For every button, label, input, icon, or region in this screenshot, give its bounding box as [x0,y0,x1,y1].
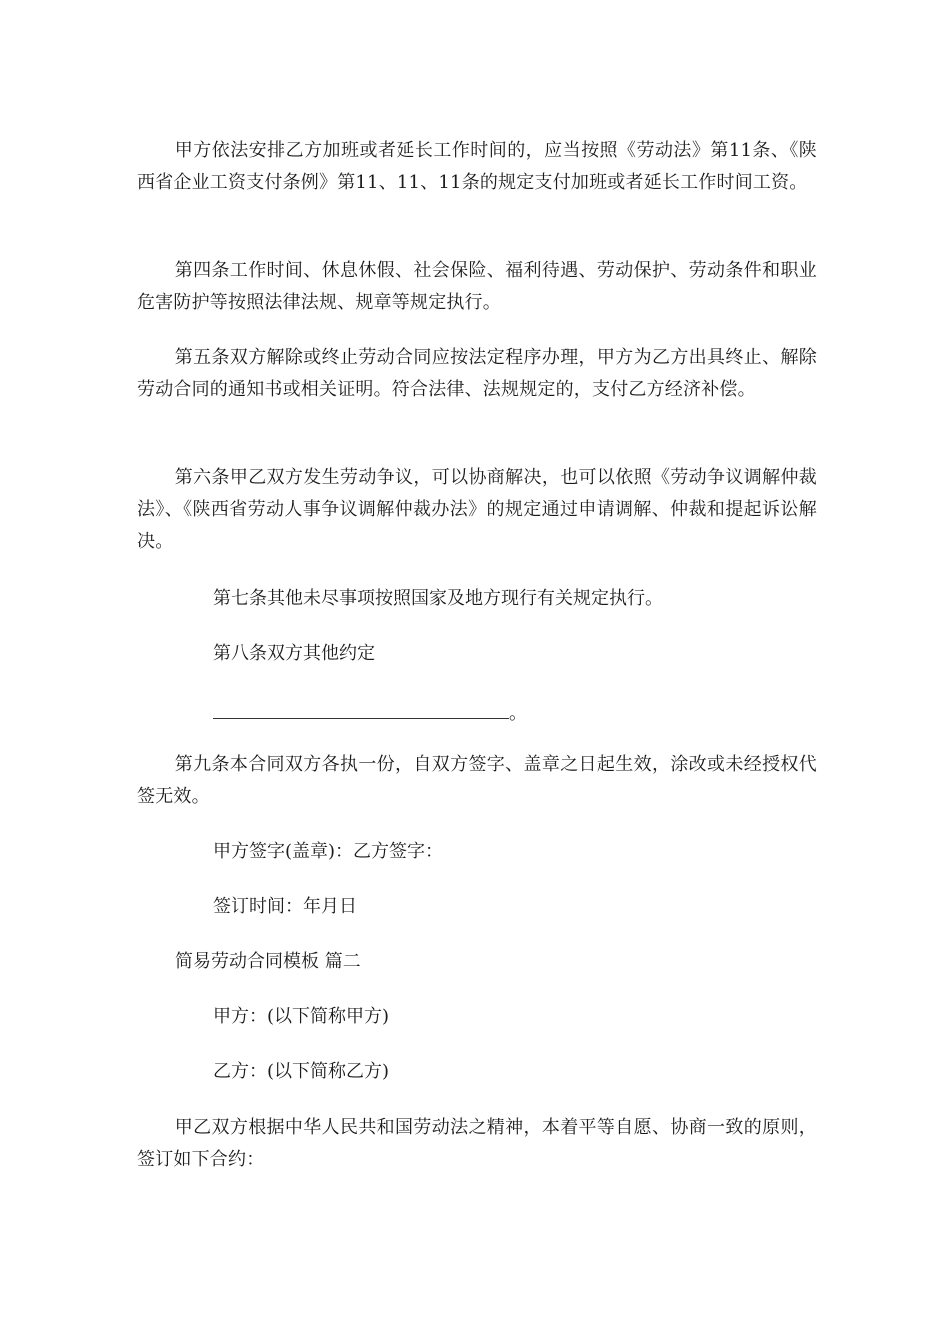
blank-fill-line [213,698,527,730]
blank-suffix: 。 [509,703,527,724]
underline-blank [213,700,509,719]
paragraph-intro: 甲乙双方根据中华人民共和国劳动法之精神，本着平等自愿、协商一致的原则，签订如下合约： [137,1117,817,1170]
sign-date-line: 签订时间：年月日 [213,896,357,917]
paragraph-article-6: 第六条甲乙双方发生劳动争议，可以协商解决，也可以依照《劳动争议调解仲裁法》、《陕西省劳动人事争议调解仲裁办法》的规定通过申请调解、仲裁和提起诉讼解决。 [137,467,817,552]
party-a-line: 甲方：(以下简称甲方) [213,1006,390,1027]
paragraph-article-9: 第九条本合同双方各执一份，自双方签字、盖章之日起生效，涂改或未经授权代签无效。 [137,754,817,807]
paragraph-overtime: 甲方依法安排乙方加班或者延长工作时间的，应当按照《劳动法》第11条、《陕西省企业工资支付条例》第11、11、11条的规定支付加班或者延长工作时间工资。 [137,140,817,193]
section-title: 简易劳动合同模板 篇二 [175,951,361,972]
paragraph-article-5: 第五条双方解除或终止劳动合同应按法定程序办理，甲方为乙方出具终止、解除劳动合同的通知书或相关证明。符合法律、法规规定的，支付乙方经济补偿。 [137,347,817,400]
party-b-line: 乙方：(以下简称乙方) [213,1061,390,1082]
paragraph-article-8: 第八条双方其他约定 [213,643,375,664]
paragraph-article-7: 第七条其他未尽事项按照国家及地方现行有关规定执行。 [213,588,663,609]
signature-line: 甲方签字(盖章)：乙方签字： [213,841,444,862]
paragraph-article-4: 第四条工作时间、休息休假、社会保险、福利待遇、劳动保护、劳动条件和职业危害防护等按照法律法规、规章等规定执行。 [137,260,817,313]
